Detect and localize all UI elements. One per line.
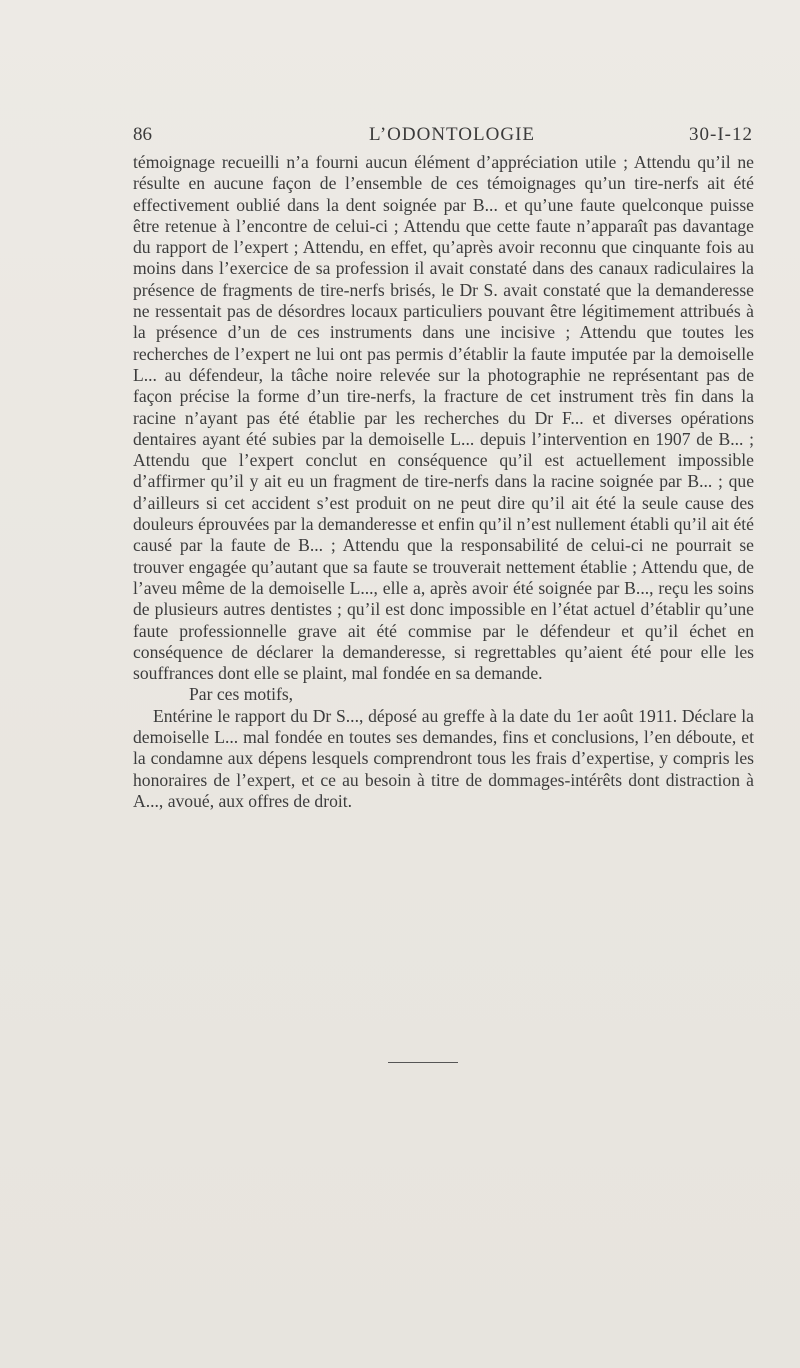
running-header [133, 124, 753, 148]
section-end-rule [388, 1062, 458, 1063]
issue-date: 30-I-12 [689, 124, 753, 145]
article-body [133, 152, 754, 812]
paragraph-judgment: Entérine le rapport du Dr S..., déposé au greffe à la date du 1er août 1911. Déclare la demoiselle L... mal fondée en toutes ses demandes, fins et conclusions, l’en déboute, et la condamne aux dépens lesquels comprendront tous les frais d’expertise, y compris les honoraires de l’expert, et ce au besoin à titre de dommages-intérêts dont distraction à A..., avoué, aux offres de droit. [133, 705, 754, 811]
page-number: 86 [133, 124, 152, 145]
paragraph-motifs: Par ces motifs, [189, 684, 294, 705]
paragraph-attendus: témoignage recueilli n’a fourni aucun élément d’appréciation utile ; Attendu qu’il ne résulte en aucune façon de l’ensemble de ces témoignages qu’un tire-nerfs ait été effectivement oublié dans la dent soignée par B... et qu’une faute quelconque puisse être retenue à l’encontre de celui-ci ; Attendu que cette faute n’apparaît pas davantage du rapport de l’expert ; Attendu, en effet, qu’après avoir reconnu que cinquante fois au moins dans l’exercice de sa profession il avait constaté dans des canaux radiculaires la présence de fragments de tire-nerfs brisés, le Dr S. avait constaté que la demanderesse ne ressentait pas de désordres locaux particuliers pouvant être légitimement attribués à la présence d’un de ces instruments dans une incisive ; Attendu que toutes les recherches de l’expert ne lui ont pas permis d’établir la faute imputée par la demoiselle L... au défendeur, la tâche noire relevée sur la photographie ne représentant pas de façon précise la forme d’un tire-nerfs, la fracture de cet instrument très fin dans la racine n’ayant pas été établie par les recherches du Dr F... et diverses opérations dentaires ayant été subies par la demoiselle L... depuis l’intervention en 1907 de B... ; Attendu que l’expert conclut en conséquence qu’il est actuellement impossible d’affirmer qu’il y ait eu un fragment de tire-nerfs dans la racine soignée par B... ; que d’ailleurs si cet accident s’est produit on ne peut dire qu’il ait été la seule cause des douleurs éprouvées par la demanderesse et enfin qu’il n’est nullement établi qu’il ait été causé par la faute de B... ; Attendu que la responsabilité de celui-ci ne pourrait se trouver engagée qu’autant que sa faute se trouverait nettement établie ; Attendu que, de l’aveu même de la demoiselle L..., elle a, après avoir été soignée par B..., reçu les soins de plusieurs autres dentistes ; qu’il est donc impossible en l’état actuel d’établir qu’une faute professionnelle grave ait été commise par le défendeur et qu’il échet en conséquence de déclarer la demanderesse, si regrettables qu’aient été pour elle les souffrances dont elle se plaint, mal fondée en sa demande. [133, 152, 754, 684]
journal-title: L’ODONTOLOGIE [368, 124, 536, 145]
